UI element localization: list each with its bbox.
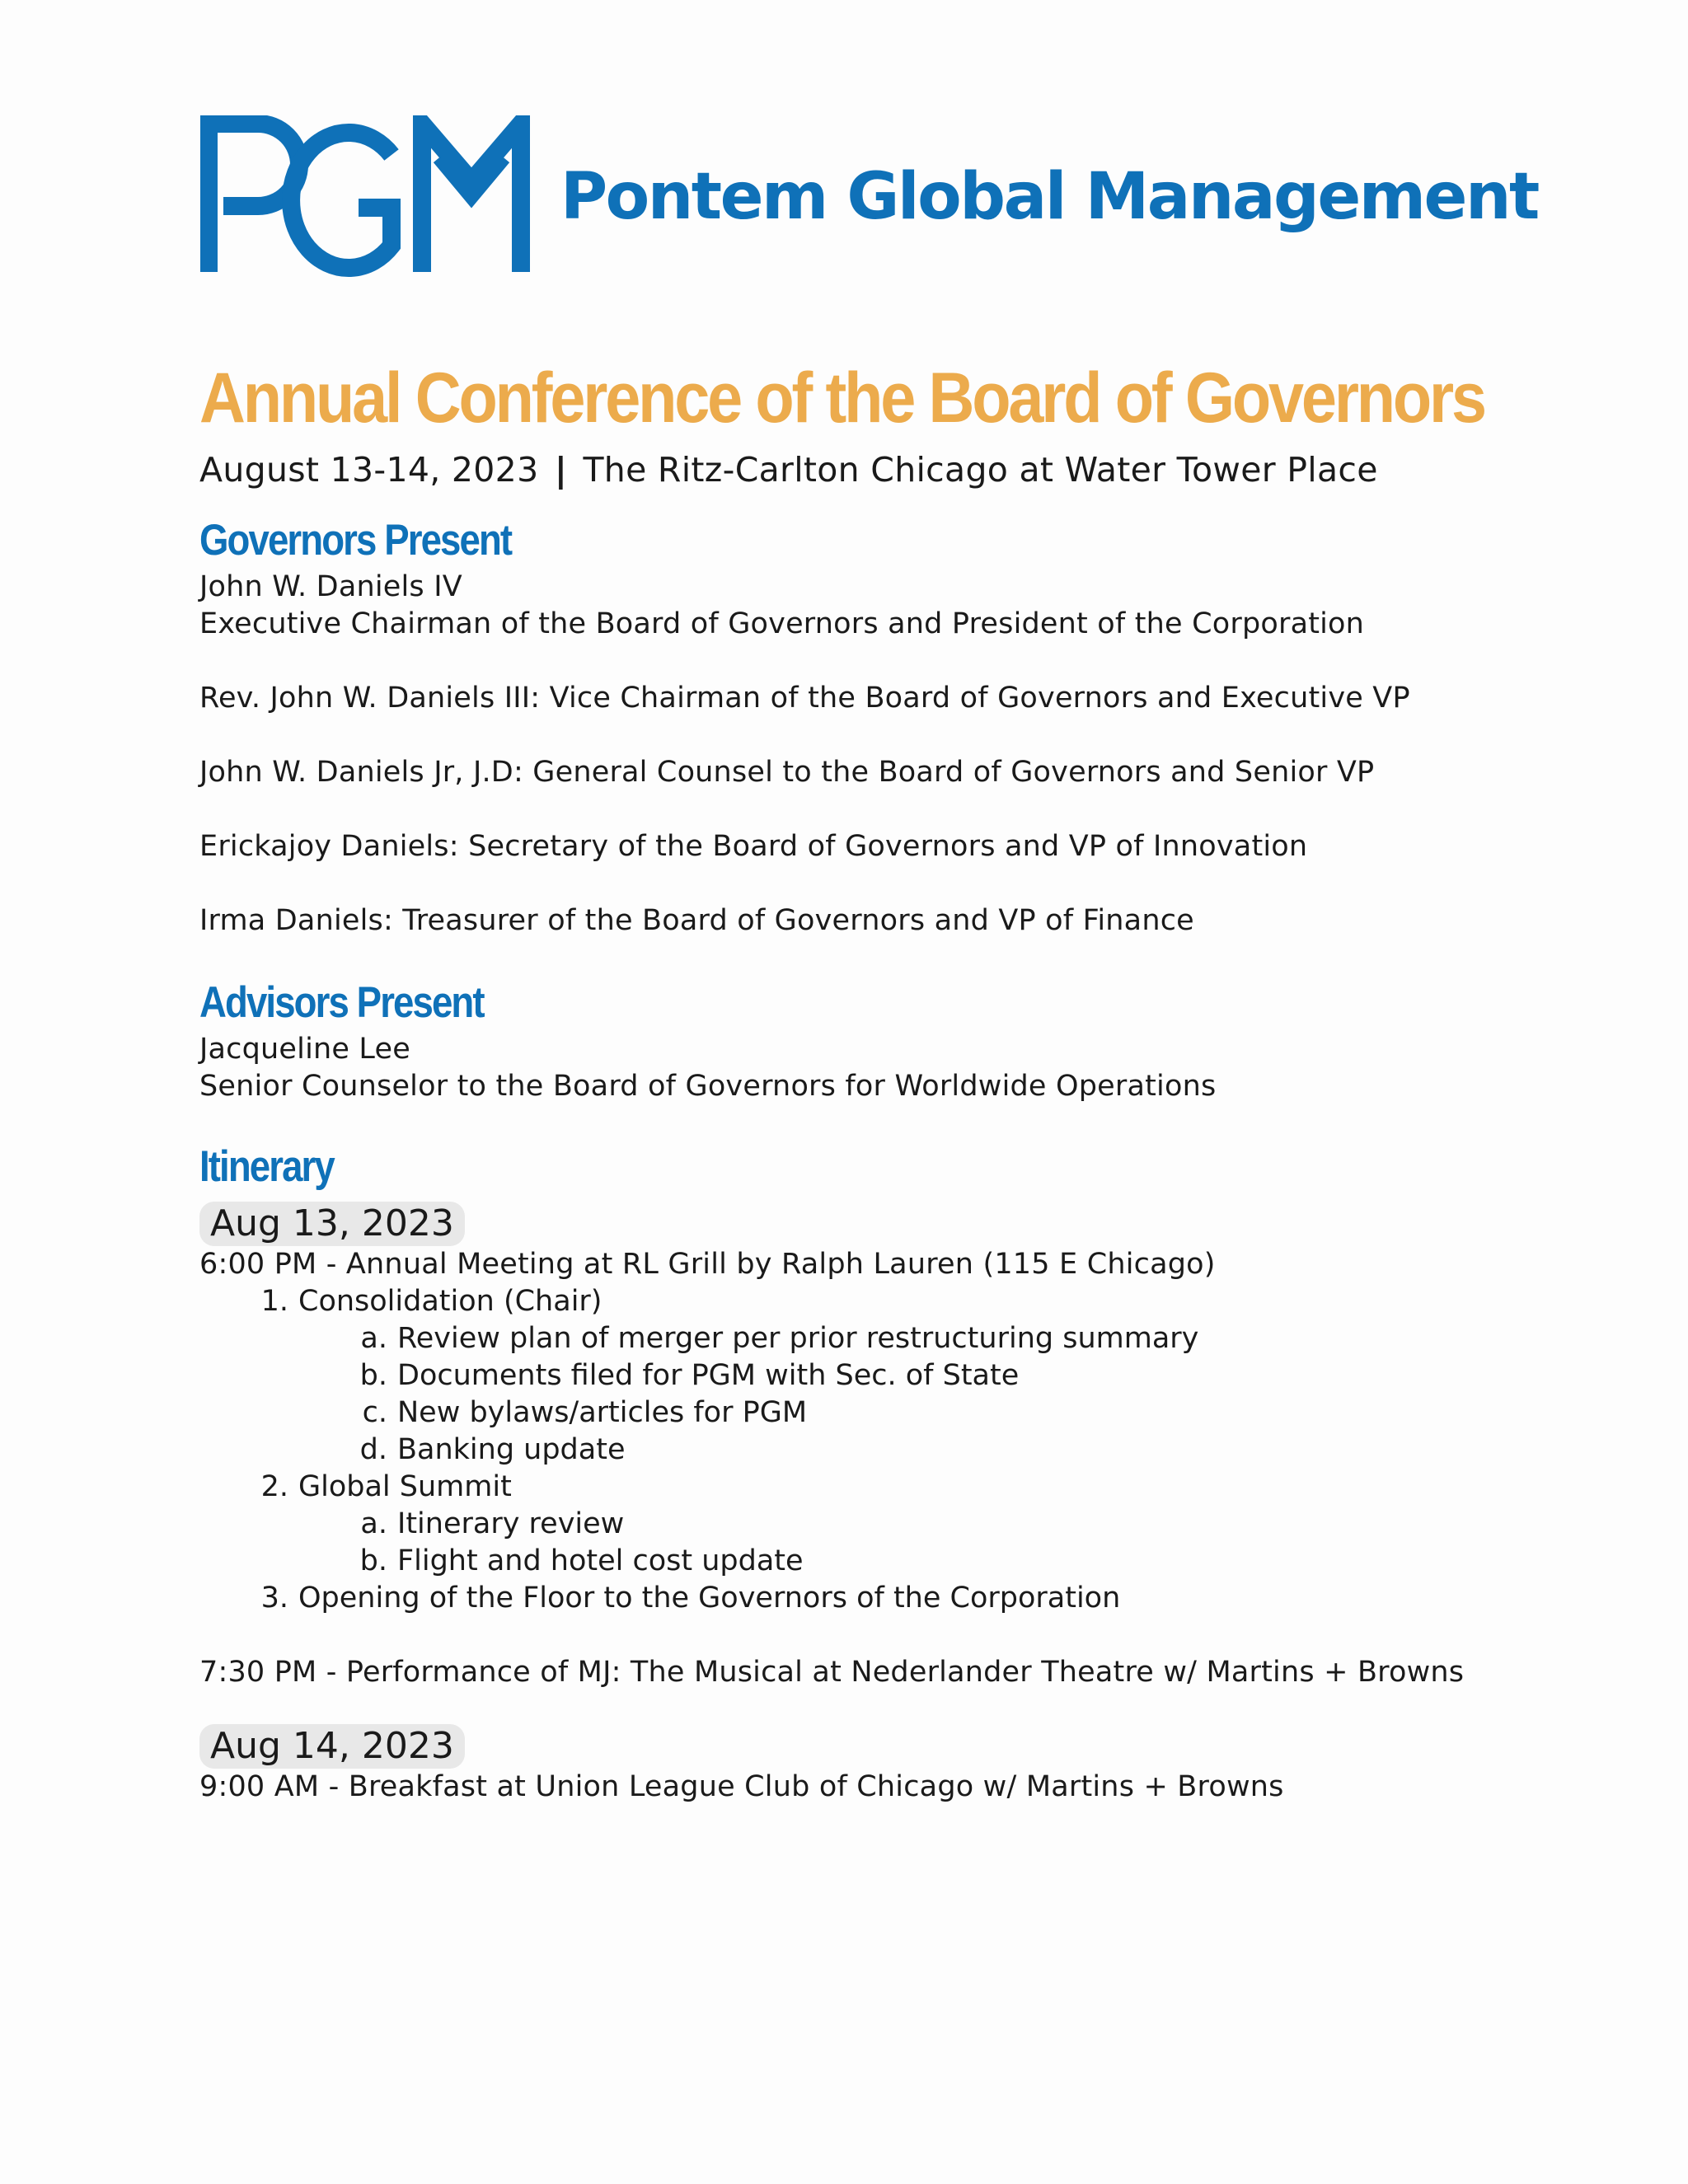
subitem-letter: b. [359, 1359, 387, 1393]
subitem-text: New bylaws/articles for PGM [397, 1396, 808, 1430]
advisor-role: Senior Counselor to the Board of Governors for Worldwide Operations [199, 1070, 1217, 1104]
agenda-subitem [199, 1432, 1535, 1469]
subitem-text: Review plan of merger per prior restructuring summary [397, 1322, 1199, 1356]
agenda-number: 2. [260, 1470, 288, 1504]
agenda-number: 1. [260, 1285, 288, 1319]
document-content [199, 359, 1535, 1806]
agenda-subitem [199, 1506, 1535, 1543]
agenda-list [199, 1283, 1535, 1617]
date-chip-day2: Aug 14, 2023 [199, 1724, 465, 1769]
subitem-text: Documents filed for PGM with Sec. of State [397, 1359, 1020, 1393]
event-subtitle [199, 450, 1535, 490]
subitem-text: Flight and hotel cost update [397, 1544, 804, 1578]
advisors-heading: Advisors Present [199, 978, 484, 1028]
pgm-logo [200, 115, 1538, 280]
governor-entry: Rev. John W. Daniels III: Vice Chairman of the Board of Governors and Executive VP [199, 682, 1410, 715]
agenda-item [199, 1580, 1535, 1617]
pgm-monogram-icon [200, 115, 546, 280]
agenda-text: Global Summit [298, 1470, 512, 1504]
agenda-subitem [199, 1394, 1535, 1432]
event-date: August 13-14, 2023 [199, 450, 539, 490]
subitem-letter: a. [360, 1322, 387, 1356]
event-venue: The Ritz-Carlton Chicago at Water Tower Place [583, 450, 1378, 490]
agenda-text: Consolidation (Chair) [298, 1285, 603, 1319]
agenda-text: Opening of the Floor to the Governors of the Corporation [298, 1582, 1121, 1615]
subitem-text: Itinerary review [397, 1507, 625, 1541]
page-title: Annual Conference of the Board of Governors [199, 359, 1484, 438]
agenda-subitem [199, 1543, 1535, 1580]
subtitle-separator: | [554, 450, 568, 490]
governor-entry: Erickajoy Daniels: Secretary of the Board of Governors and VP of Innovation [199, 830, 1308, 864]
governor-chair [199, 569, 1535, 643]
governors-heading: Governors Present [199, 516, 512, 565]
agenda-subitem [199, 1320, 1535, 1357]
company-wordmark: Pontem Global Management [560, 160, 1538, 234]
advisor-name: Jacqueline Lee [199, 1033, 410, 1066]
subitem-text: Banking update [397, 1433, 626, 1467]
advisor-entry [199, 1031, 1535, 1105]
governor-role: Executive Chairman of the Board of Governors and President of the Corporation [199, 607, 1365, 641]
event-entry: 7:30 PM - Performance of MJ: The Musical at Nederlander Theatre w/ Martins + Browns [199, 1656, 1465, 1690]
subitem-letter: a. [360, 1507, 387, 1541]
event-entry: 6:00 PM - Annual Meeting at RL Grill by Ralph Lauren (115 E Chicago) [199, 1248, 1216, 1282]
agenda-item [199, 1469, 1535, 1506]
agenda-number: 3. [260, 1582, 288, 1615]
governor-entry: John W. Daniels Jr, J.D: General Counsel to the Board of Governors and Senior VP [199, 756, 1375, 790]
subitem-letter: b. [359, 1544, 387, 1578]
event-entry: 9:00 AM - Breakfast at Union League Club of Chicago w/ Martins + Browns [199, 1770, 1284, 1804]
subitem-letter: c. [362, 1396, 387, 1430]
governor-name: John W. Daniels IV [199, 570, 462, 604]
date-chip-day1: Aug 13, 2023 [199, 1202, 465, 1246]
governor-entry: Irma Daniels: Treasurer of the Board of Governors and VP of Finance [199, 904, 1194, 938]
subitem-letter: d. [359, 1433, 387, 1467]
agenda-item [199, 1283, 1535, 1320]
itinerary-heading: Itinerary [199, 1142, 334, 1192]
agenda-subitem [199, 1357, 1535, 1394]
